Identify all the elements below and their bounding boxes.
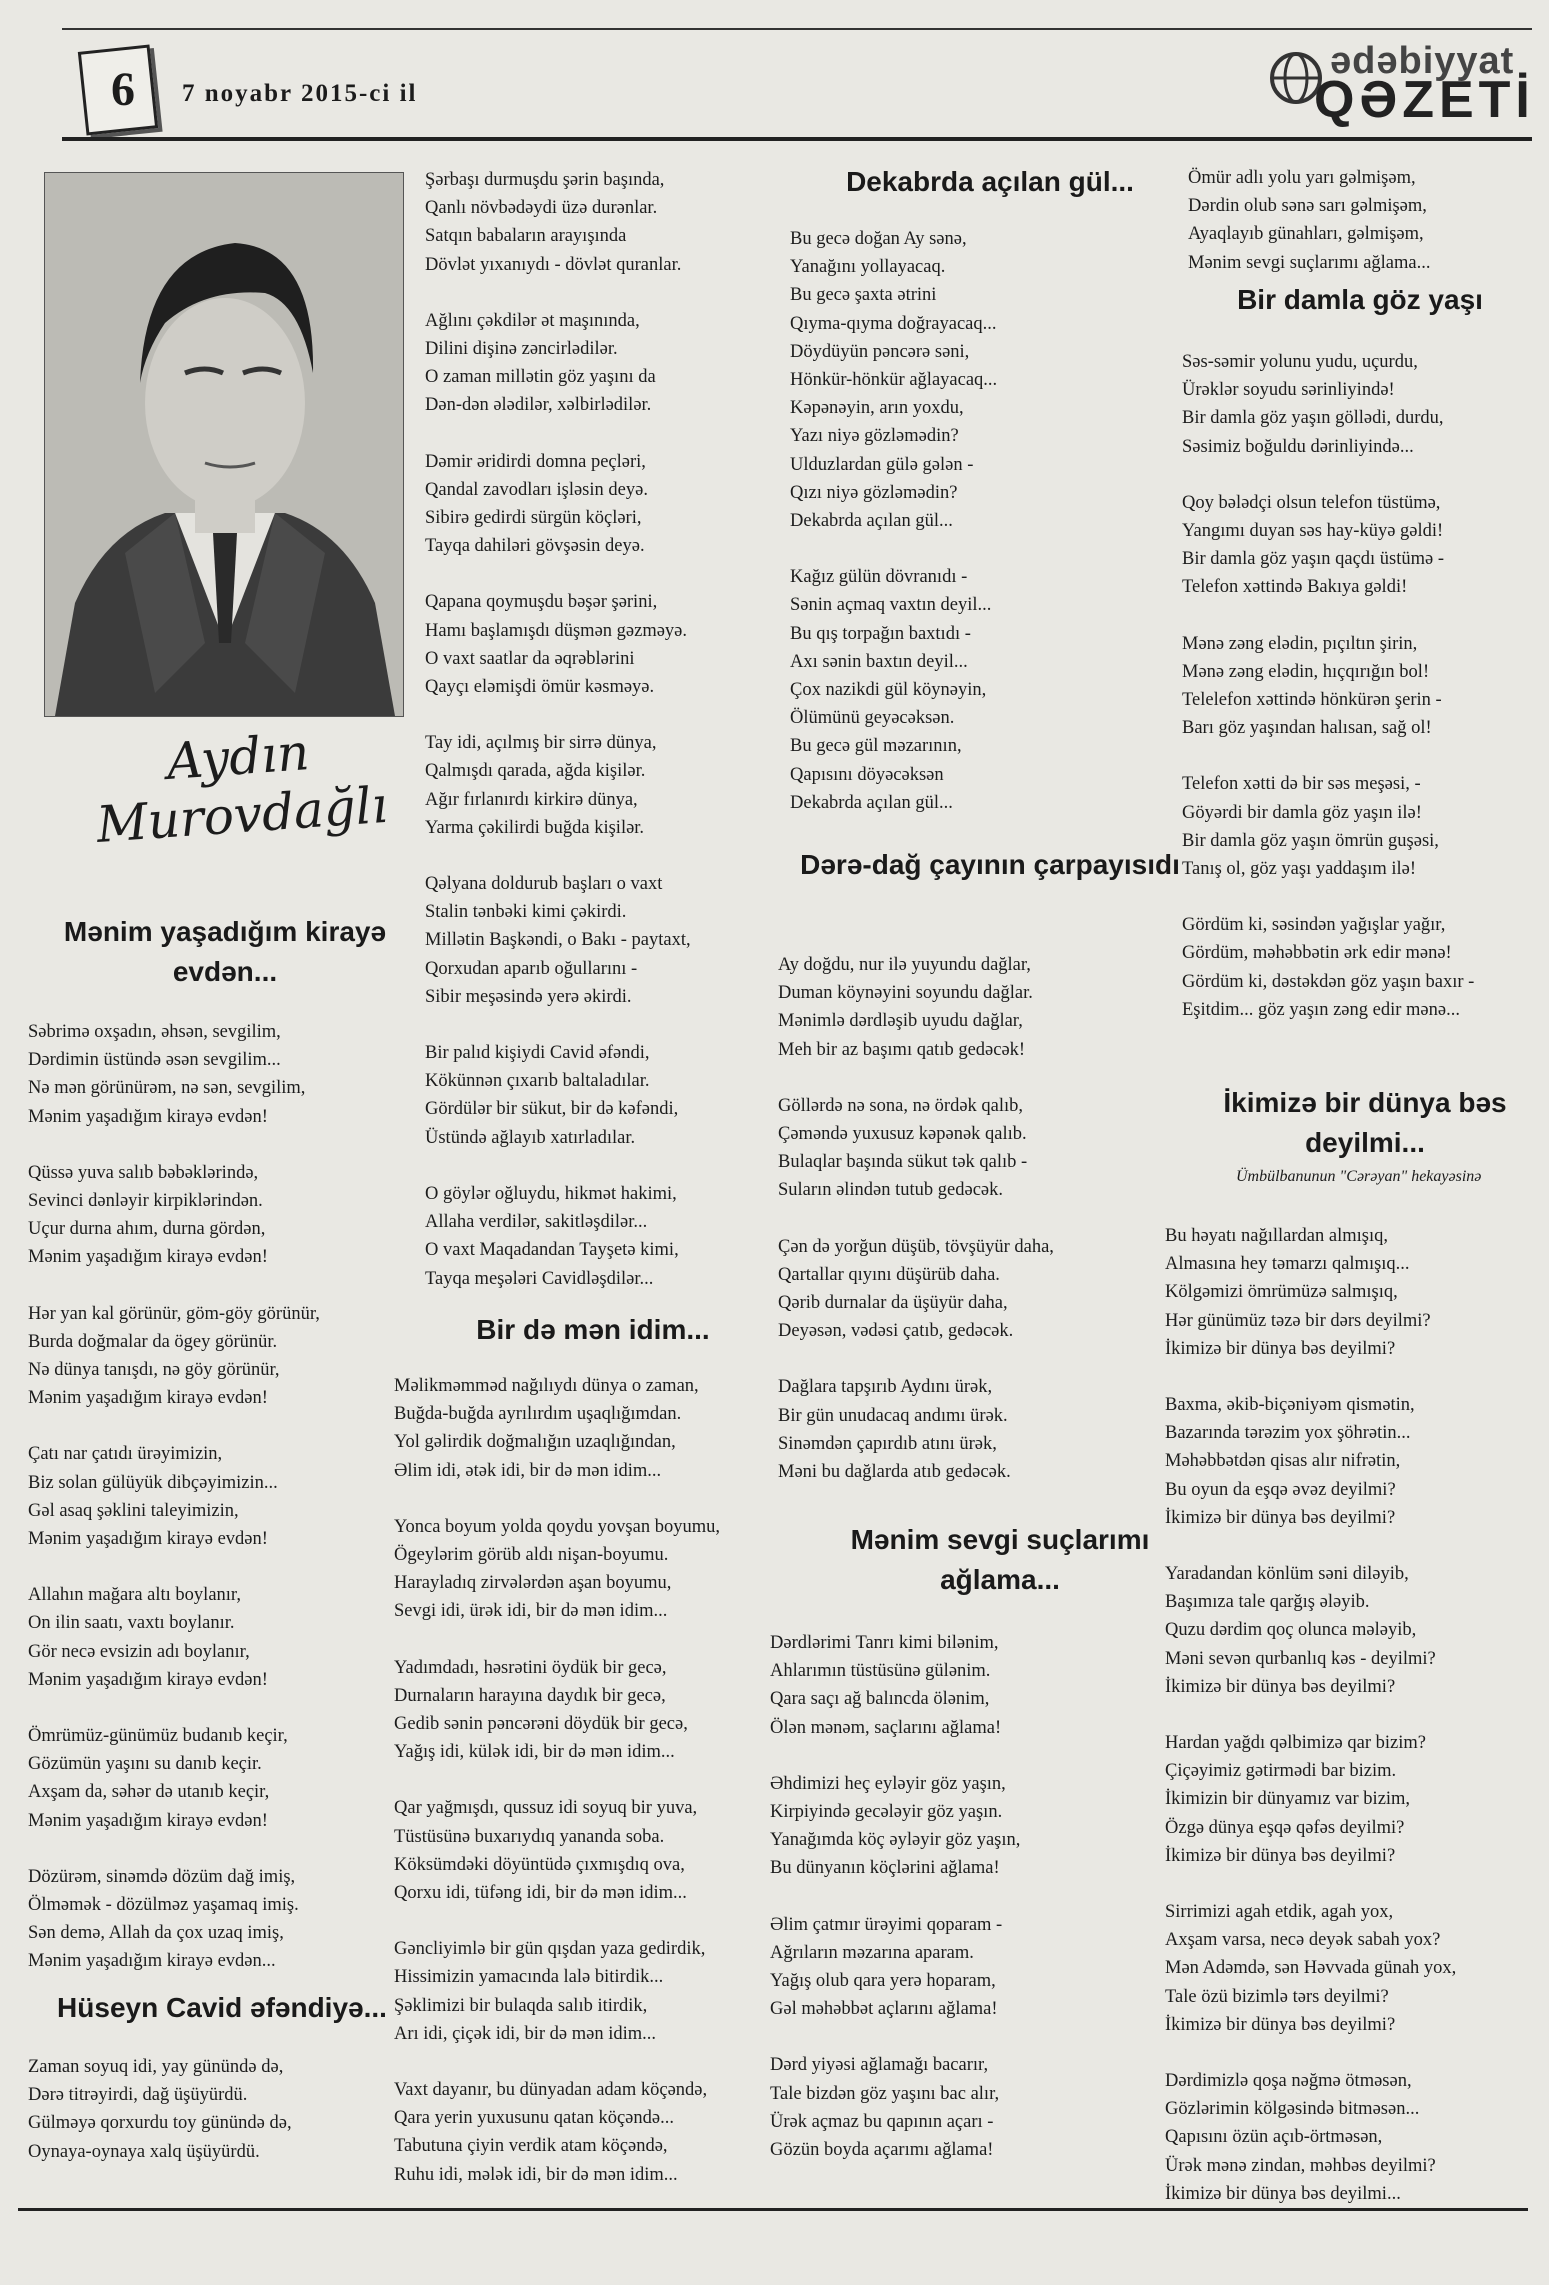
poem-line: Səs-səmir yolunu yudu, uçurdu, — [1182, 352, 1418, 372]
poem-line: Gözün boyda açarımı ağlama! — [770, 2140, 994, 2161]
poem-line: Dekabrda açılan gül... — [790, 792, 953, 813]
poem-line: Sevinci dənləyir kirpiklərindən. — [28, 1191, 263, 1212]
poem-line: İkimizə bir dünya bəs deyilmi? — [1165, 1507, 1396, 1528]
poem-line: Kəpənəyin, arın yoxdu, — [790, 398, 964, 419]
poem-line: Məni bu dağlarda atıb gedəcək. — [778, 1462, 1011, 1483]
poem-line: Əlim idi, ətək idi, bir də mən idim... — [394, 1460, 662, 1481]
author-signature: Aydın Murovdağlı — [94, 723, 390, 855]
stanza-gap — [425, 1152, 691, 1180]
poem-line: Baxma, əkib-biçəniyəm qismətin, — [1165, 1395, 1415, 1416]
poem-line: Qartallar qıyını düşürüb daha. — [778, 1264, 1000, 1285]
poem-line: Yağış olub qara yerə hoparam, — [770, 1971, 996, 1992]
poem-line: Vaxt dayanır, bu dünyadan adam köçəndə, — [394, 2080, 708, 2101]
poem-line: O göylər oğluydu, hikmət hakimi, — [425, 1183, 677, 1204]
poem-line: Bir gün unudacaq andımı ürək. — [778, 1405, 1008, 1426]
poem-line: Nə dünya tanışdı, nə göy görünür, — [28, 1360, 280, 1381]
poem-line: Qandal zavodları işləsin deyə. — [425, 479, 648, 500]
poem-body — [425, 166, 691, 1293]
poem-line: Telefon xəttində Bakıya gəldi! — [1182, 577, 1408, 598]
poem-line: Nə mən görünürəm, nə sən, sevgilim, — [28, 1078, 306, 1099]
poem-line: Millətin Başkəndi, o Bakı - paytaxt, — [425, 930, 691, 951]
poem-line: Quzu dərdim qoç olunca mələyib, — [1165, 1620, 1417, 1641]
poem-line: Sinəmdən çapırdıb atını ürək, — [778, 1433, 997, 1454]
poem-line: Dərdlərimi Tanrı kimi bilənim, — [770, 1633, 999, 1653]
poem-line: Tale bizdən göz yaşını bac alır, — [770, 2083, 1000, 2104]
poem-line: Qapısını döyəcəksən — [790, 764, 944, 785]
poem-line: Ölməmək - dözülməz yaşamaq imiş. — [28, 1895, 299, 1916]
poem-line: Mənim yaşadığım kirayə evdən! — [28, 1669, 268, 1690]
poem-line: Yağış idi, külək idi, bir də mən idim... — [394, 1742, 675, 1763]
poem-line: Şəklimizi bir bulaqda salıb itirdik, — [394, 1995, 648, 2016]
poem-line: Bu həyatı nağıllardan almışıq, — [1165, 1226, 1388, 1246]
poem-line: İkimizə bir dünya bəs deyilmi? — [1165, 1676, 1396, 1697]
poem-line: Gəl məhəbbət açlarını ağlama! — [770, 1999, 998, 2020]
poem-line: Kağız gülün dövranıdı - — [790, 567, 968, 588]
poem-line: Dəmir əridirdi domna peçləri, — [425, 451, 646, 472]
poem-line: Gördülər bir sükut, bir də kəfəndi, — [425, 1099, 679, 1120]
poem-line: Qorxudan aparıb oğullarını - — [425, 958, 638, 979]
stanza-gap — [28, 1835, 320, 1863]
stanza-gap — [425, 560, 691, 588]
poem-line: Ömrümüz-günümüz budanıb keçir, — [28, 1726, 288, 1747]
poem-line: Göllərdə nə sona, nə ördək qalıb, — [778, 1095, 1024, 1116]
poem-body — [394, 1372, 720, 2189]
stanza-gap — [394, 2048, 720, 2076]
poem-line: Dağlara tapşırıb Aydını ürək, — [778, 1377, 993, 1398]
poem-line: Sən demə, Allah da çox uzaq imiş, — [28, 1923, 284, 1944]
stanza-gap — [1165, 1870, 1456, 1898]
stanza-gap — [778, 1345, 1054, 1373]
poem-line: İkimizə bir dünya bəs deyilmi? — [1165, 1845, 1396, 1866]
poem-line: Sirrimizi agah etdik, agah yox, — [1165, 1902, 1394, 1923]
poem-line: Əlim çatmır ürəyimi qoparam - — [770, 1914, 1003, 1935]
poem-line: Dekabrda açılan gül... — [790, 511, 953, 532]
poem-line: Uçur durna ahım, durna gördən, — [28, 1219, 266, 1240]
poem-line: Gördüm ki, dəstəkdən göz yaşın baxır - — [1182, 971, 1475, 992]
stanza-gap — [425, 842, 691, 870]
stanza-gap — [425, 420, 691, 448]
poem-line: Oynaya-oynaya xalq üşüyürdü. — [28, 2141, 260, 2162]
poem-line: İkimizin bir dünyamız var bizim, — [1165, 1789, 1411, 1810]
poem-line: Qapısını özün açıb-örtməsən, — [1165, 2127, 1383, 2148]
poem-line: Tale özü bizimlə tərs deyilmi? — [1165, 1986, 1389, 2007]
poem-line: Gözlərimin kölgəsində bitməsən... — [1165, 2099, 1420, 2120]
poem-line: Qəlyana doldurub başları o vaxt — [425, 874, 663, 895]
poem-line: Telelefon xəttində hönkürən şerin - — [1182, 690, 1442, 711]
poem-line: Yarma çəkilirdi buğda kişilər. — [425, 817, 645, 838]
poem-line: Qayçı eləmişdi ömür kəsməyə. — [425, 677, 655, 698]
poem-line: Bu gecə doğan Ay sənə, — [790, 229, 967, 249]
poem-line: O zaman millətin göz yaşını da — [425, 367, 656, 388]
poem-line: Dövlət yıxanıydı - dövlət quranlar. — [425, 254, 682, 275]
poem-line: Dərdimizlə qoşa nəğmə ötməsən, — [1165, 2071, 1412, 2092]
poem-line: Çiçəyimiz gətirmədi bar bizim. — [1165, 1761, 1397, 1782]
poem-line: Qorxu idi, tüfəng idi, bir də mən idim... — [394, 1883, 687, 1904]
poem-line: Ölən mənəm, saçlarını ağlama! — [770, 1717, 1002, 1738]
poem-line: Sənin açmaq vaxtın deyil... — [790, 595, 992, 616]
poem-line: Bir damla göz yaşın qaçdı üstümə - — [1182, 549, 1445, 570]
poem-line: Axşam da, səhər də utanıb keçir, — [28, 1782, 270, 1803]
poem-line: Başımıza tale qarğış ələyib. — [1165, 1592, 1370, 1613]
poem-line: Bir damla göz yaşın ömrün guşəsi, — [1182, 830, 1439, 851]
poem-line: Mənə zəng elədin, hıçqırığın bol! — [1182, 661, 1430, 682]
poem-line: Hamı başlamışdı düşmən gəzməyə. — [425, 620, 688, 641]
poem-title: Mənim yaşadığım kirayə evdən... — [63, 916, 387, 987]
poem-line: İkimizə bir dünya bəs deyilmi? — [1165, 2014, 1396, 2035]
stanza-gap — [1165, 1701, 1456, 1729]
poem-body — [28, 1018, 320, 1976]
poem-line: Suların əlindən tutub gedəcək. — [778, 1180, 1004, 1201]
stanza-gap — [770, 2023, 1020, 2051]
poem-line: Bu oyun da eşqə əvəz deyilmi? — [1165, 1479, 1396, 1500]
page-number: 6 — [111, 63, 135, 116]
poem-line: Yanağını yollayacaq. — [790, 257, 946, 278]
poem-line: Telefon xətti də bir səs meşəsi, - — [1182, 774, 1421, 795]
stanza-gap — [770, 1742, 1020, 1770]
poem-line: Ay doğdu, nur ilə yuyundu dağlar, — [778, 955, 1031, 975]
logo-wordmark-bottom: QƏZETİ — [1314, 71, 1535, 129]
poem-body — [770, 1629, 1020, 2164]
poem-line: Ürək mənə zindan, məhbəs deyilmi? — [1165, 2155, 1436, 2176]
stanza-gap — [28, 1694, 320, 1722]
poem-line: Stalin tənbəki kimi çəkirdi. — [425, 902, 627, 923]
poem-title: Mənim sevgi suçlarımı ağlama... — [850, 1524, 1150, 1595]
stanza-gap — [394, 1766, 720, 1794]
poem-line: Çox nazikdi gül köynəyin, — [790, 680, 987, 701]
stanza-gap — [1182, 883, 1474, 911]
poem-line: Hər yan kal görünür, göm-göy görünür, — [28, 1303, 320, 1324]
poem-line: Kirpiyində gecələyir göz yaşın. — [770, 1802, 1003, 1823]
poem-line: Bulaqlar başında sükut tək qalıb - — [778, 1152, 1028, 1173]
poem-body — [28, 2053, 292, 2166]
poem-line: Qıyma-qıyma doğrayacaq... — [790, 313, 997, 334]
poem-line: Gözümün yaşını su danıb keçir. — [28, 1754, 262, 1775]
poem-line: Bir palıd kişiydi Cavid əfəndi, — [425, 1043, 650, 1064]
poem-line: Səsimiz boğuldu dərinliyində... — [1182, 436, 1414, 457]
poem-line: Üstündə ağlayıb xatırladılar. — [425, 1127, 636, 1148]
poem-line: Qüssə yuva salıb bəbəklərində, — [28, 1162, 259, 1183]
poem-line: Dən-dən ələdilər, xəlbirlədilər. — [425, 395, 652, 416]
poem-line: Sibir meşəsində yerə əkirdi. — [425, 986, 632, 1007]
stanza-gap — [394, 1907, 720, 1935]
stanza-gap — [28, 1272, 320, 1300]
poem-line: Özgə dünya eşqə qəfəs deyilmi? — [1165, 1817, 1405, 1838]
poem-line: Mənim yaşadığım kirayə evdən! — [28, 1247, 268, 1268]
poem-line: Dilini dişinə zəncirlədilər. — [425, 339, 618, 360]
poem-line: Eşitdim... göz yaşın zəng edir mənə... — [1182, 999, 1460, 1020]
poem-line: Qar yağmışdı, qussuz idi soyuq bir yuva, — [394, 1798, 698, 1819]
stanza-gap — [425, 701, 691, 729]
stanza-gap — [28, 1553, 320, 1581]
poem-line: Almasına hey təmarzı qalmışıq... — [1165, 1254, 1410, 1275]
poem-line: Durnaların harayına daydık bir gecə, — [394, 1685, 666, 1706]
poem-title: Dekabrda açılan gül... — [846, 166, 1134, 197]
poem-line: Mənim yaşadığım kirayə evdən... — [28, 1951, 276, 1972]
poem-line: Bu gecə şaxta ətrini — [790, 285, 937, 306]
poem-title: Hüseyn Cavid əfəndiyə... — [57, 1992, 387, 2023]
poem-line: Sevgi idi, ürək idi, bir də mən idim... — [394, 1601, 668, 1622]
poem-line: Biz solan gülüyük dibçəyimizin... — [28, 1472, 278, 1493]
poem-line: Hər günümüz təzə bir dərs deyilmi? — [1165, 1310, 1431, 1331]
poem-line: Mənimlə dərdləşib uyudu dağlar, — [778, 1011, 1023, 1032]
poem-line: Hissimizin yamacında lalə bitirdik... — [394, 1967, 664, 1988]
poem-line: Buğda-buğda ayrılırdım uşaqlığımdan. — [394, 1404, 682, 1425]
poem-line: Yanağımda köç əyləyir göz yaşın, — [770, 1830, 1021, 1851]
poem-line: Ayaqlayıb günahları, gəlmişəm, — [1188, 224, 1424, 245]
poem-line: Hardan yağdı qəlbimizə qar bizim? — [1165, 1733, 1426, 1754]
poem-line: Köksümdəki döyüntüdə çıxmışdıq ova, — [394, 1854, 685, 1875]
stanza-gap — [1182, 742, 1474, 770]
poem-body — [778, 951, 1054, 1486]
poem-line: Bu gecə gül məzarının, — [790, 736, 962, 757]
poem-epigraph: Ümbülbanunun "Cərəyan" hekayəsinə — [1236, 1168, 1482, 1185]
poem-line: Tanış ol, göz yaşı yaddaşım ilə! — [1182, 859, 1417, 880]
stanza-gap — [28, 1412, 320, 1440]
poem-line: Mənim sevgi suçlarımı ağlama... — [1188, 252, 1431, 273]
logo-wordmark-top: ədəbiyyat — [1330, 40, 1515, 82]
stanza-gap — [778, 1205, 1054, 1233]
stanza-gap — [394, 1626, 720, 1654]
poem-title: Bir də mən idim... — [476, 1314, 710, 1345]
poem-line: Arı idi, çiçək idi, bir də mən idim... — [394, 2023, 657, 2044]
poem-line: İkimizə bir dünya bəs deyilmi... — [1165, 2183, 1401, 2204]
poem-line: Ürək açmaz bu qapının açarı - — [770, 2111, 994, 2132]
poem-line: O vaxt Maqadandan Tayşetə kimi, — [425, 1240, 679, 1261]
stanza-gap — [1165, 2039, 1456, 2067]
poem-line: Axşam varsa, necə deyək sabah yox? — [1165, 1930, 1441, 1951]
poem-line: Gəl asaq şəklini taleyimizin, — [28, 1500, 239, 1521]
poem-line: Gedib sənin pəncərəni döydük bir gecə, — [394, 1714, 688, 1735]
stanza-gap — [778, 1064, 1054, 1092]
stanza-gap — [1165, 1363, 1456, 1391]
bottom-rule — [18, 2208, 1528, 2211]
poem-line: Səbrimə oxşadın, əhsən, sevgilim, — [28, 1022, 281, 1042]
poem-line: Dözürəm, sinəmdə dözüm dağ imiş, — [28, 1866, 296, 1887]
poem-title: Bir damla göz yaşı — [1237, 284, 1483, 315]
poem-line: Satqın babaların arayışında — [425, 226, 627, 247]
poem-line: Kölgəmizi ömrümüzə salmışıq, — [1165, 1282, 1398, 1303]
poem-line: Mən Adəmdə, sən Həvvada günah yox, — [1165, 1958, 1457, 1979]
poem-line: Döydüyün pəncərə səni, — [790, 341, 970, 362]
issue-date: 7 noyabr 2015-ci il — [182, 80, 418, 107]
poem-line: Zaman soyuq idi, yay günündə də, — [28, 2057, 284, 2077]
stanza-gap — [1182, 461, 1474, 489]
poem-line: Bu qış torpağın baxtıdı - — [790, 623, 971, 644]
poem-line: Tabutuna çiyin verdik atam köçəndə, — [394, 2136, 668, 2157]
poem-line: Ahlarımın tüstüsünə gülənim. — [770, 1661, 991, 1682]
poem-line: Çən də yorğun düşüb, tövşüyür daha, — [778, 1236, 1054, 1257]
poem-line: Mənim yaşadığım kirayə evdən! — [28, 1529, 268, 1550]
poem-line: Mənim yaşadığım kirayə evdən! — [28, 1810, 268, 1831]
stanza-gap — [770, 1883, 1020, 1911]
poem-line: Bir damla göz yaşın göllədi, durdu, — [1182, 408, 1444, 429]
poem-line: Yaradandan könlüm səni diləyib, — [1165, 1564, 1409, 1585]
poem-line: Qara saçı ağ balıncda ölənim, — [770, 1689, 990, 1710]
author-photo — [44, 172, 404, 717]
poem-line: Yazı niyə gözləmədin? — [790, 426, 959, 447]
poem-line: Duman köynəyini soyundu dağlar. — [778, 983, 1033, 1004]
poem-line: Məhəbbətdən qisas alır nifrətin, — [1165, 1451, 1401, 1472]
top-rule — [62, 28, 1532, 30]
poem-line: Əhdimizi heç eyləyir göz yaşın, — [770, 1773, 1006, 1794]
stanza-gap — [28, 1131, 320, 1159]
header-rule — [62, 137, 1532, 141]
poem-line: Göyərdi bir damla göz yaşın ilə! — [1182, 802, 1422, 823]
poem-line: Çəməndə yuxusuz kəpənək qalıb. — [778, 1124, 1027, 1145]
poem-line: Şərbaşı durmuşdu şərin başında, — [425, 170, 665, 190]
poem-body — [1188, 164, 1431, 277]
poem-line: Ürəklər soyudu sərinliyində! — [1182, 380, 1395, 401]
poem-body — [1182, 348, 1474, 1024]
poem-line: Deyəsən, vədəsi çatıb, gedəcək. — [778, 1321, 1014, 1342]
poem-line: Meh bir az başımı qatıb gedəcək! — [778, 1039, 1026, 1060]
poem-line: Hönkür-hönkür ağlayacaq... — [790, 370, 998, 391]
stanza-gap — [394, 1485, 720, 1513]
poem-body — [1165, 1222, 1456, 2208]
poem-line: Məlikməmməd nağılıydı dünya o zaman, — [394, 1376, 699, 1396]
poem-line: Ağlını çəkdilər ət maşınında, — [425, 310, 640, 331]
poem-line: Kökünnən çıxarıb baltaladılar. — [425, 1071, 650, 1092]
poem-line: O vaxt saatlar da əqrəblərini — [425, 648, 635, 669]
poem-line: Mənə zəng elədin, pıçıltın şirin, — [1182, 633, 1418, 654]
poem-line: Allahın mağara altı boylanır, — [28, 1585, 241, 1606]
poem-line: Ağır fırlanırdı kirkirə dünya, — [425, 789, 638, 810]
poem-line: İkimizə bir dünya bəs deyilmi? — [1165, 1338, 1396, 1359]
poem-line: Tüstüsünə buxarıydıq yananda soba. — [394, 1826, 665, 1847]
poem-line: Barı göz yaşından halısan, sağ ol! — [1182, 718, 1432, 739]
poem-line: Dərdimin üstündə əsən sevgilim... — [28, 1050, 281, 1071]
poem-line: Məni sevən qurbanlıq kəs - deyilmi? — [1165, 1648, 1436, 1669]
poem-line: On ilin saatı, vaxtı boylanır. — [28, 1613, 235, 1634]
poem-line: Tay idi, açılmış bir sirrə dünya, — [425, 733, 657, 754]
poem-line: Tayqa meşələri Cavidləşdilər... — [425, 1268, 654, 1289]
poem-line: Gəncliyimlə bir gün qışdan yaza gedirdik, — [394, 1939, 706, 1960]
poem-line: Tayqa dahiləri gövşəsin deyə. — [425, 536, 645, 557]
poem-line: Dərə titrəyirdi, dağ üşüyürdü. — [28, 2085, 248, 2106]
poem-line: Gördüm, məhəbbətin ərk edir mənə! — [1182, 943, 1452, 964]
poem-title: Dərə-dağ çayının çarpayısıdı — [800, 849, 1180, 880]
poem-line: Ögeylərim görüb aldı nişan-boyumu. — [394, 1545, 669, 1566]
poem-line: Yangımı duyan səs hay-küyə gəldi! — [1182, 521, 1444, 542]
stanza-gap — [1165, 1532, 1456, 1560]
poem-line: Ağrıların məzarına aparam. — [770, 1942, 974, 1963]
poem-title: İkimizə bir dünya bəs deyilmi... — [1223, 1087, 1507, 1158]
poem-line: Qərib durnalar da üşüyür daha, — [778, 1293, 1008, 1314]
poem-line: Burda doğmalar da ögey görünür. — [28, 1331, 278, 1352]
poem-line: Yadımdadı, həsrətini öydük bir gecə, — [394, 1657, 667, 1678]
poem-line: Yol gəlirdik doğmalığın uzaqlığından, — [394, 1432, 676, 1453]
poem-line: Gördüm ki, səsindən yağışlar yağır, — [1182, 915, 1446, 936]
poem-body — [790, 225, 997, 817]
poem-line: Axı sənin baxtın deyil... — [790, 651, 968, 672]
poem-line: Gör necə evsizin adı boylanır, — [28, 1641, 250, 1662]
poem-line: Qalmışdı qarada, ağda kişilər. — [425, 761, 646, 782]
poem-line: Gülməyə qorxurdu toy günündə də, — [28, 2113, 292, 2134]
poem-line: Bu dünyanın köçlərini ağlama! — [770, 1858, 1000, 1879]
poem-line: Mənim yaşadığım kirayə evdən! — [28, 1388, 268, 1409]
poem-line: Qara yerin yuxusunu qatan köçəndə... — [394, 2108, 674, 2129]
poem-line: Harayladıq zirvələrdən aşan boyumu, — [394, 1573, 672, 1594]
poem-line: Allaha verdilər, sakitləşdilər... — [425, 1212, 648, 1233]
poem-line: Qoy bələdçi olsun telefon tüstümə, — [1182, 492, 1441, 513]
poem-line: Ömür adlı yolu yarı gəlmişəm, — [1188, 168, 1416, 188]
stanza-gap — [425, 279, 691, 307]
poem-line: Qanlı növbədəydi üzə durənlar. — [425, 198, 658, 219]
poem-line: Yonca boyum yolda qoydu yovşan boyumu, — [394, 1516, 720, 1537]
poem-line: Mənim yaşadığım kirayə evdən! — [28, 1106, 268, 1127]
poem-line: Ulduzlardan gülə gələn - — [790, 454, 974, 475]
stanza-gap — [1182, 602, 1474, 630]
poem-line: Sibirə gedirdi sürgün köçləri, — [425, 508, 642, 529]
stanza-gap — [790, 535, 997, 563]
poem-line: Dərdin olub sənə sarı gəlmişəm, — [1188, 196, 1427, 217]
poem-line: Ölümünü geyəcəksən. — [790, 708, 955, 729]
stanza-gap — [425, 1011, 691, 1039]
poem-line: Ruhu idi, mələk idi, bir də mən idim... — [394, 2164, 678, 2185]
poem-line: Qapana qoymuşdu bəşər şərini, — [425, 592, 658, 613]
poem-line: Dərd yiyəsi ağlamağı bacarır, — [770, 2055, 989, 2076]
poem-line: Qızı niyə gözləmədin? — [790, 482, 958, 503]
poem-line: Çatı nar çatıdı ürəyimizin, — [28, 1444, 223, 1465]
poem-line: Bazarında tərəzim yox şöhrətin... — [1165, 1423, 1411, 1444]
